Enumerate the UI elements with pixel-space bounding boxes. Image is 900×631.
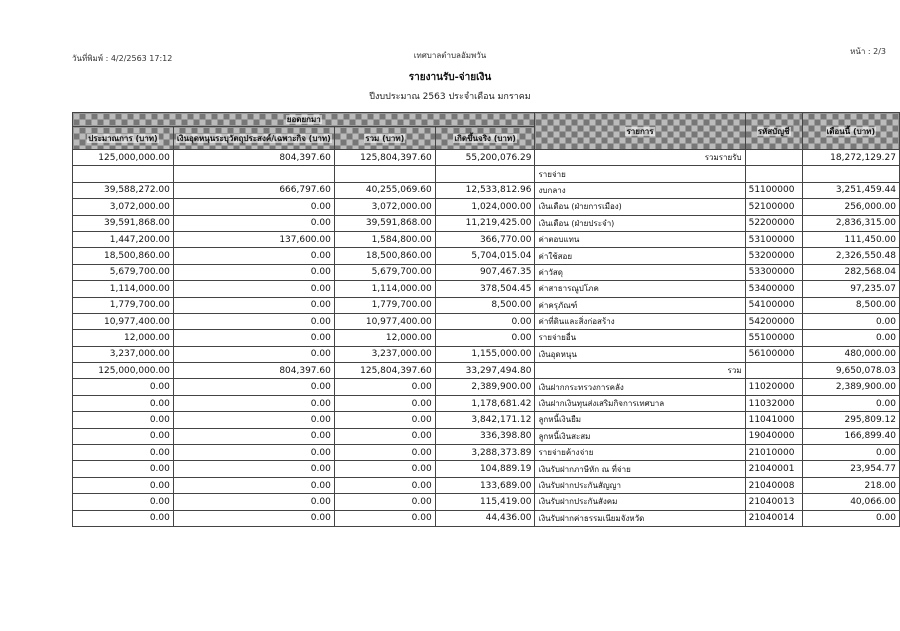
cell-this-month: 282,568.04 xyxy=(802,264,899,280)
cell-grant: 0.00 xyxy=(173,264,334,280)
cell-account-code: 21040014 xyxy=(745,510,802,526)
cell-grant: 137,600.00 xyxy=(173,231,334,247)
cell-grant: 0.00 xyxy=(173,428,334,444)
empty-cell xyxy=(435,166,535,182)
table-row xyxy=(73,412,900,428)
cell-item: รวมรายรับ xyxy=(535,150,745,166)
header-estimate: ประมาณการ (บาท) xyxy=(73,127,174,150)
cell-sum: 3,237,000.00 xyxy=(334,346,435,362)
cell-sum: 125,804,397.60 xyxy=(334,363,435,379)
table-row xyxy=(73,477,900,493)
cell-sum: 40,255,069.60 xyxy=(334,182,435,198)
cell-estimate: 1,447,200.00 xyxy=(73,231,174,247)
cell-sum: 12,000.00 xyxy=(334,330,435,346)
cell-grant: 0.00 xyxy=(173,248,334,264)
cell-item: ค่าตอบแทน xyxy=(535,231,745,247)
cell-actual: 12,533,812.96 xyxy=(435,182,535,198)
cell-grant: 666,797.60 xyxy=(173,182,334,198)
cell-sum: 0.00 xyxy=(334,510,435,526)
cell-item: ค่าใช้สอย xyxy=(535,248,745,264)
cell-account-code: 53200000 xyxy=(745,248,802,264)
table-row xyxy=(73,461,900,477)
cell-grant: 0.00 xyxy=(173,477,334,493)
cell-estimate: 0.00 xyxy=(73,428,174,444)
cell-item: เงินอุดหนุน xyxy=(535,346,745,362)
cell-item: ค่าวัสดุ xyxy=(535,264,745,280)
cell-estimate: 0.00 xyxy=(73,379,174,395)
cell-item: รายจ่ายค้างจ่าย xyxy=(535,445,745,461)
cell-sum: 5,679,700.00 xyxy=(334,264,435,280)
organization-name: เทศบาลตำบลอัมพวัน xyxy=(413,51,487,60)
table-row xyxy=(73,297,900,313)
cell-estimate: 5,679,700.00 xyxy=(73,264,174,280)
cell-grant: 0.00 xyxy=(173,379,334,395)
cell-this-month: 0.00 xyxy=(802,445,899,461)
cell-estimate: 3,237,000.00 xyxy=(73,346,174,362)
header-grant: เงินอุดหนุนระบุวัตถุประสงค์/เฉพาะกิจ (บาท) xyxy=(173,127,334,150)
cell-sum: 1,584,800.00 xyxy=(334,231,435,247)
empty-cell xyxy=(334,166,435,182)
cell-sum: 0.00 xyxy=(334,379,435,395)
cell-this-month: 9,650,078.03 xyxy=(802,363,899,379)
cell-item: งบกลาง xyxy=(535,182,745,198)
report-title: รายงานรับ-จ่ายเงิน xyxy=(408,72,492,83)
cell-grant: 0.00 xyxy=(173,510,334,526)
cell-estimate: 12,000.00 xyxy=(73,330,174,346)
cell-grant: 804,397.60 xyxy=(173,363,334,379)
empty-cell xyxy=(745,166,802,182)
cell-grant: 0.00 xyxy=(173,395,334,411)
cell-account-code xyxy=(745,363,802,379)
cell-actual: 115,419.00 xyxy=(435,494,535,510)
cell-item: เงินรับฝากประกันสัญญา xyxy=(535,477,745,493)
cell-grant: 0.00 xyxy=(173,494,334,510)
receipt-expense-table xyxy=(72,112,900,527)
cell-account-code: 53300000 xyxy=(745,264,802,280)
cell-sum: 18,500,860.00 xyxy=(334,248,435,264)
table-row xyxy=(73,395,900,411)
cell-this-month: 18,272,129.27 xyxy=(802,150,899,166)
header-actual: เกิดขึ้นจริง (บาท) xyxy=(435,127,535,150)
table-row xyxy=(73,428,900,444)
cell-grant: 0.00 xyxy=(173,445,334,461)
cell-estimate: 18,500,860.00 xyxy=(73,248,174,264)
cell-account-code: 21040008 xyxy=(745,477,802,493)
cell-actual: 907,467.35 xyxy=(435,264,535,280)
header-this-month: เดือนนี้ (บาท) xyxy=(802,113,899,150)
cell-sum: 10,977,400.00 xyxy=(334,313,435,329)
cell-item: ค่าสาธารณูปโภค xyxy=(535,281,745,297)
table-row xyxy=(73,231,900,247)
cell-grant: 0.00 xyxy=(173,215,334,231)
cell-account-code: 55100000 xyxy=(745,330,802,346)
cell-sum: 3,072,000.00 xyxy=(334,199,435,215)
cell-this-month: 0.00 xyxy=(802,330,899,346)
cell-sum: 0.00 xyxy=(334,412,435,428)
cell-actual: 1,155,000.00 xyxy=(435,346,535,362)
cell-grant: 0.00 xyxy=(173,281,334,297)
cell-grant: 804,397.60 xyxy=(173,150,334,166)
cell-actual: 0.00 xyxy=(435,330,535,346)
table-row xyxy=(73,494,900,510)
cell-item: เงินเดือน (ฝ่ายประจำ) xyxy=(535,215,745,231)
table-row xyxy=(73,215,900,231)
cell-item: เงินรับฝากค่าธรรมเนียมจังหวัด xyxy=(535,510,745,526)
table-body xyxy=(73,150,900,527)
cell-this-month: 3,251,459.44 xyxy=(802,182,899,198)
cell-account-code: 21010000 xyxy=(745,445,802,461)
cell-sum: 0.00 xyxy=(334,461,435,477)
cell-sum: 0.00 xyxy=(334,494,435,510)
cell-item: ลูกหนี้เงินสะสม xyxy=(535,428,745,444)
table-row xyxy=(73,379,900,395)
cell-estimate: 0.00 xyxy=(73,461,174,477)
cell-this-month: 0.00 xyxy=(802,395,899,411)
table-row xyxy=(73,199,900,215)
report-subtitle: ปีงบประมาณ 2563 ประจำเดือน มกราคม xyxy=(369,92,531,102)
expense-section-label: รายจ่าย xyxy=(535,166,745,182)
cell-account-code: 54100000 xyxy=(745,297,802,313)
table-row xyxy=(73,281,900,297)
cell-estimate: 3,072,000.00 xyxy=(73,199,174,215)
cell-grant: 0.00 xyxy=(173,313,334,329)
cell-actual: 33,297,494.80 xyxy=(435,363,535,379)
cell-actual: 366,770.00 xyxy=(435,231,535,247)
cell-grant: 0.00 xyxy=(173,199,334,215)
cell-estimate: 10,977,400.00 xyxy=(73,313,174,329)
table-row xyxy=(73,248,900,264)
empty-cell xyxy=(73,166,174,182)
cell-actual: 55,200,076.29 xyxy=(435,150,535,166)
cell-account-code: 19040000 xyxy=(745,428,802,444)
cell-sum: 1,779,700.00 xyxy=(334,297,435,313)
cell-estimate: 0.00 xyxy=(73,477,174,493)
cell-account-code: 56100000 xyxy=(745,346,802,362)
cell-this-month: 2,326,550.48 xyxy=(802,248,899,264)
cell-grant: 0.00 xyxy=(173,297,334,313)
header-group-label: ยอดยกมา xyxy=(73,113,535,127)
cell-sum: 1,114,000.00 xyxy=(334,281,435,297)
header-row-group xyxy=(73,113,900,127)
cell-estimate: 125,000,000.00 xyxy=(73,363,174,379)
cell-this-month: 8,500.00 xyxy=(802,297,899,313)
print-date: วันที่พิมพ์ : 4/2/2563 17:12 xyxy=(72,54,173,63)
cell-account-code: 21040001 xyxy=(745,461,802,477)
cell-this-month: 2,389,900.00 xyxy=(802,379,899,395)
cell-this-month: 97,235.07 xyxy=(802,281,899,297)
cell-sum: 39,591,868.00 xyxy=(334,215,435,231)
receipt-total-row xyxy=(73,150,900,166)
expense-section-row xyxy=(73,166,900,182)
cell-actual: 3,288,373.89 xyxy=(435,445,535,461)
cell-item: ค่าที่ดินและสิ่งก่อสร้าง xyxy=(535,313,745,329)
cell-actual: 3,842,171.12 xyxy=(435,412,535,428)
table-row xyxy=(73,330,900,346)
cell-item: เงินเดือน (ฝ่ายการเมือง) xyxy=(535,199,745,215)
header-sum: รวม (บาท) xyxy=(334,127,435,150)
cell-account-code: 54200000 xyxy=(745,313,802,329)
cell-grant: 0.00 xyxy=(173,461,334,477)
cell-this-month: 40,066.00 xyxy=(802,494,899,510)
cell-this-month: 23,954.77 xyxy=(802,461,899,477)
cell-item: ค่าครุภัณฑ์ xyxy=(535,297,745,313)
cell-grant: 0.00 xyxy=(173,330,334,346)
cell-actual: 8,500.00 xyxy=(435,297,535,313)
cell-grant: 0.00 xyxy=(173,346,334,362)
cell-actual: 2,389,900.00 xyxy=(435,379,535,395)
cell-actual: 1,024,000.00 xyxy=(435,199,535,215)
cell-estimate: 0.00 xyxy=(73,395,174,411)
cell-actual: 44,436.00 xyxy=(435,510,535,526)
cell-estimate: 0.00 xyxy=(73,412,174,428)
expense-total-row xyxy=(73,363,900,379)
cell-actual: 0.00 xyxy=(435,313,535,329)
cell-account-code: 11032000 xyxy=(745,395,802,411)
cell-sum: 0.00 xyxy=(334,477,435,493)
cell-account-code: 52200000 xyxy=(745,215,802,231)
table-row xyxy=(73,510,900,526)
cell-this-month: 0.00 xyxy=(802,313,899,329)
cell-actual: 336,398.80 xyxy=(435,428,535,444)
cell-estimate: 0.00 xyxy=(73,494,174,510)
cell-item: รวม xyxy=(535,363,745,379)
cell-estimate: 0.00 xyxy=(73,445,174,461)
cell-sum: 0.00 xyxy=(334,395,435,411)
page-number: หน้า : 2/3 xyxy=(850,47,886,56)
cell-account-code xyxy=(745,150,802,166)
cell-sum: 0.00 xyxy=(334,445,435,461)
cell-estimate: 39,591,868.00 xyxy=(73,215,174,231)
cell-this-month: 0.00 xyxy=(802,510,899,526)
cell-account-code: 11020000 xyxy=(745,379,802,395)
cell-this-month: 2,836,315.00 xyxy=(802,215,899,231)
cell-item: ลูกหนี้เงินยืม xyxy=(535,412,745,428)
cell-item: เงินรับฝากประกันสังคม xyxy=(535,494,745,510)
cell-sum: 0.00 xyxy=(334,428,435,444)
cell-actual: 104,889.19 xyxy=(435,461,535,477)
cell-estimate: 125,000,000.00 xyxy=(73,150,174,166)
cell-estimate: 0.00 xyxy=(73,510,174,526)
cell-this-month: 111,450.00 xyxy=(802,231,899,247)
cell-item: เงินฝากเงินทุนส่งเสริมกิจการเทศบาล xyxy=(535,395,745,411)
cell-this-month: 166,899.40 xyxy=(802,428,899,444)
cell-item: เงินฝากกระทรวงการคลัง xyxy=(535,379,745,395)
empty-cell xyxy=(802,166,899,182)
cell-account-code: 11041000 xyxy=(745,412,802,428)
cell-item: รายจ่ายอื่น xyxy=(535,330,745,346)
table-row xyxy=(73,346,900,362)
table-row xyxy=(73,182,900,198)
cell-estimate: 1,114,000.00 xyxy=(73,281,174,297)
cell-actual: 5,704,015.04 xyxy=(435,248,535,264)
cell-actual: 1,178,681.42 xyxy=(435,395,535,411)
table-row xyxy=(73,445,900,461)
cell-this-month: 218.00 xyxy=(802,477,899,493)
cell-actual: 378,504.45 xyxy=(435,281,535,297)
header-item: รายการ xyxy=(535,113,745,150)
cell-account-code: 21040013 xyxy=(745,494,802,510)
cell-this-month: 256,000.00 xyxy=(802,199,899,215)
cell-this-month: 295,809.12 xyxy=(802,412,899,428)
cell-actual: 133,689.00 xyxy=(435,477,535,493)
cell-account-code: 53400000 xyxy=(745,281,802,297)
cell-this-month: 480,000.00 xyxy=(802,346,899,362)
cell-account-code: 53100000 xyxy=(745,231,802,247)
header-account-code: รหัสบัญชี xyxy=(745,113,802,150)
cell-item: เงินรับฝากภาษีหัก ณ ที่จ่าย xyxy=(535,461,745,477)
cell-estimate: 39,588,272.00 xyxy=(73,182,174,198)
cell-account-code: 52100000 xyxy=(745,199,802,215)
table-row xyxy=(73,264,900,280)
cell-sum: 125,804,397.60 xyxy=(334,150,435,166)
cell-grant: 0.00 xyxy=(173,412,334,428)
empty-cell xyxy=(173,166,334,182)
table-row xyxy=(73,313,900,329)
cell-estimate: 1,779,700.00 xyxy=(73,297,174,313)
cell-account-code: 51100000 xyxy=(745,182,802,198)
cell-actual: 11,219,425.00 xyxy=(435,215,535,231)
